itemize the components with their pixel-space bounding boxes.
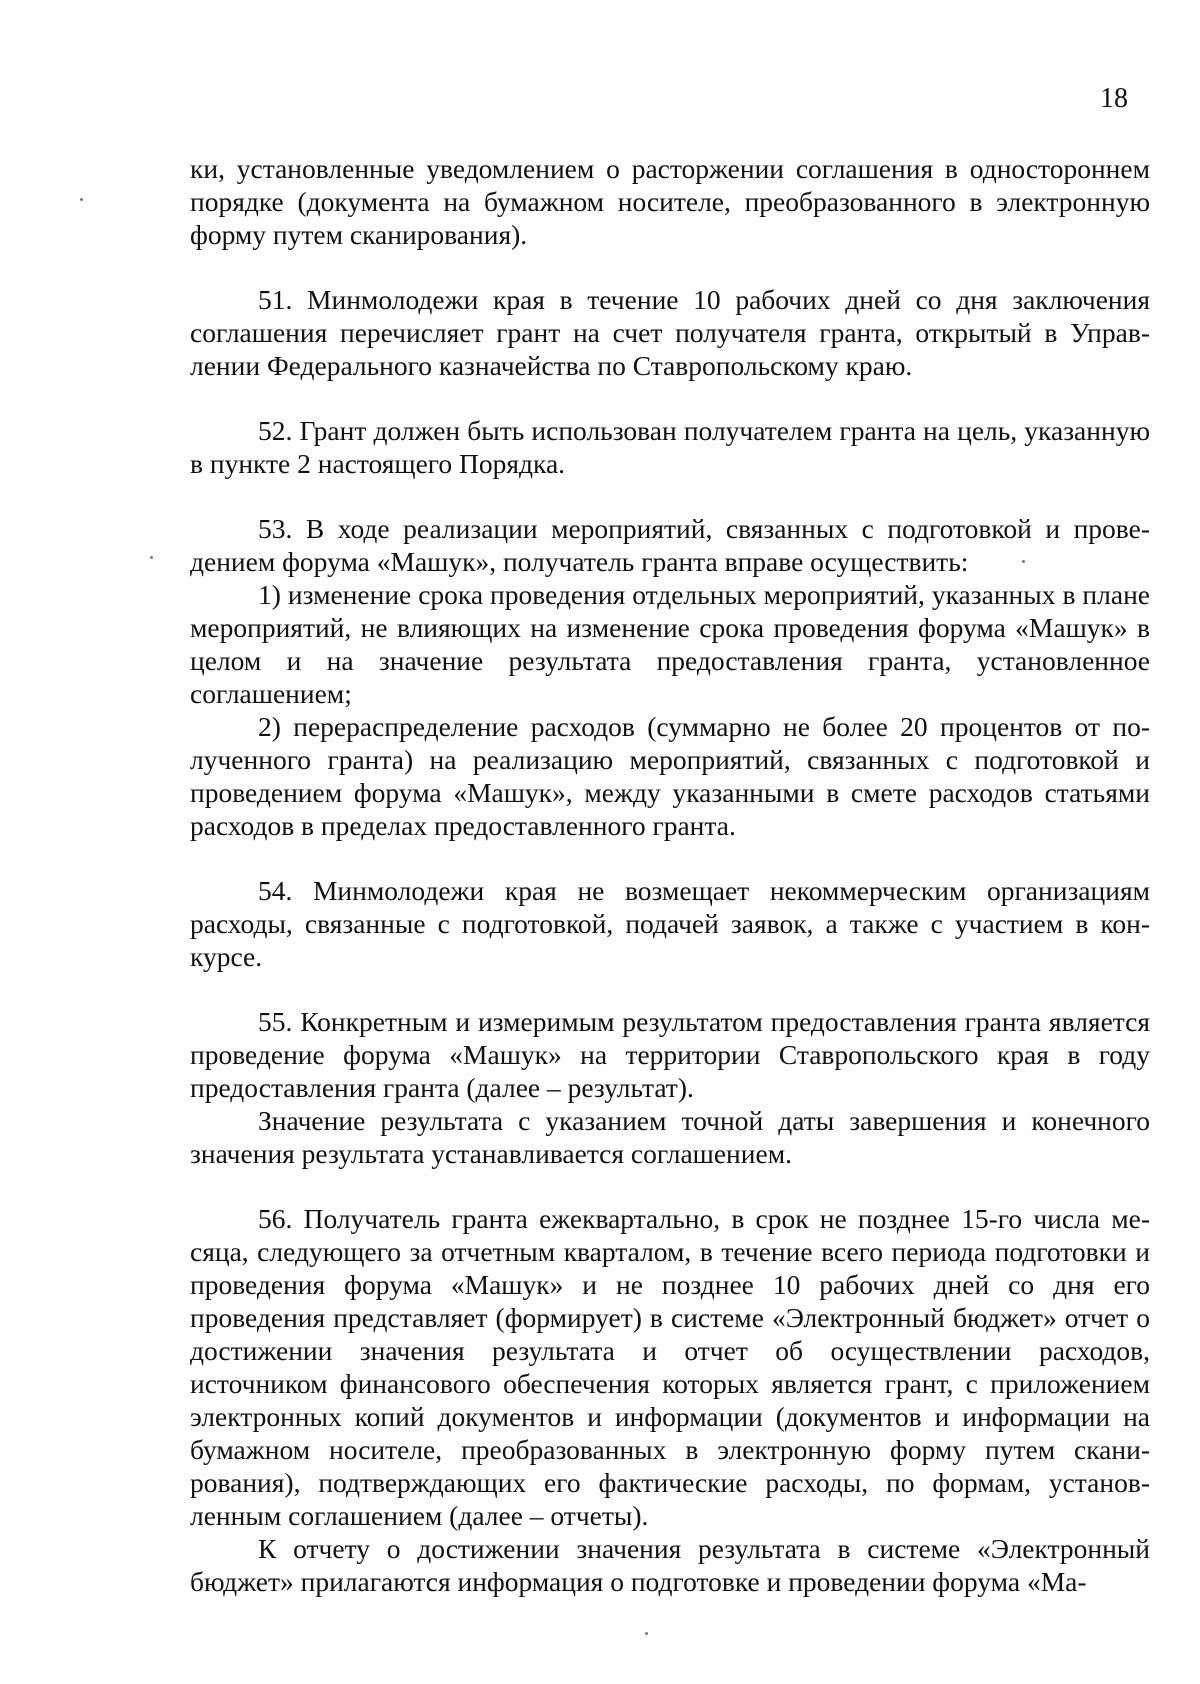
scan-speck <box>1022 560 1025 563</box>
paragraph-53: 53. В ходе реализации мероприятий, связанных с подготовкой и проведением форума «Машук», получатель гранта вправе осуществить: <box>190 513 1150 577</box>
paragraph-54: 54. Минмолодежи края не возмещает некоммерческим организациям расходы, связанные с подготовкой, подачей заявок, а также с участием в конкурсе. <box>190 875 1150 972</box>
paragraph-53-item-2: 2) перераспределение расходов (суммарно не более 20 процентов от полученного гранта) на реализацию мероприятий, связанных с подготовкой и проведением форума «Машук», между указанными в смете расходов статьями расходов в пределах предоставленного гранта. <box>190 711 1150 841</box>
paragraph-53-item-1: 1) изменение срока проведения отдельных мероприятий, указанных в плане мероприятий, не влияющих на изменение срока проведения форума «Машук» в целом и на значение результата предоставления гранта, установленное соглашением; <box>190 579 1150 709</box>
scan-speck <box>150 556 153 559</box>
paragraph-continuation: ки, установленные уведомлением о расторжении соглашения в одностороннем порядке (документа на бумажном носителе, преобразованного в электронную форму путем сканирования). <box>190 153 1150 250</box>
paragraph-55: 55. Конкретным и измеримым результатом предоставления гранта является проведение форума «Машук» на территории Ставропольского края в году предоставления гранта (далее – результат). <box>190 1006 1150 1103</box>
paragraph-55-value: Значение результата с указанием точной даты завершения и конечного значения результата устанавливается соглашением. <box>190 1105 1150 1169</box>
document-body <box>190 152 1150 1598</box>
page-number: 18 <box>1100 83 1128 114</box>
paragraph-51: 51. Минмолодежи края в течение 10 рабочих дней со дня заключения соглашения перечисляет грант на счет получателя гранта, открытый в Управлении Федерального казначейства по Ставропольскому краю. <box>190 284 1150 381</box>
scan-speck <box>80 198 83 201</box>
paragraph-56: 56. Получатель гранта ежеквартально, в срок не позднее 15-го числа месяца, следующего за отчетным кварталом, в течение всего периода подготовки и проведения форума «Машук» и не позднее 10 рабочих дней со дня его проведения представляет (формирует) в системе «Электронный бюджет» отчет о достижении значения результата и отчет об осуществлении расходов, источником финансового обеспечения которых является грант, с приложением электронных копий документов и информации (документов и информации на бумажном носителе, преобразованных в электронную форму путем сканирования), подтверждающих его фактические расходы, по формам, установленным соглашением (далее – отчеты). <box>190 1203 1150 1531</box>
scan-speck <box>645 1632 648 1635</box>
paragraph-56-report: К отчету о достижении значения результата в системе «Электронный бюджет» прилагаются информация о подготовке и проведении форума «Ма- <box>190 1533 1150 1597</box>
paragraph-52: 52. Грант должен быть использован получателем гранта на цель, указанную в пункте 2 настоящего Порядка. <box>190 415 1150 479</box>
